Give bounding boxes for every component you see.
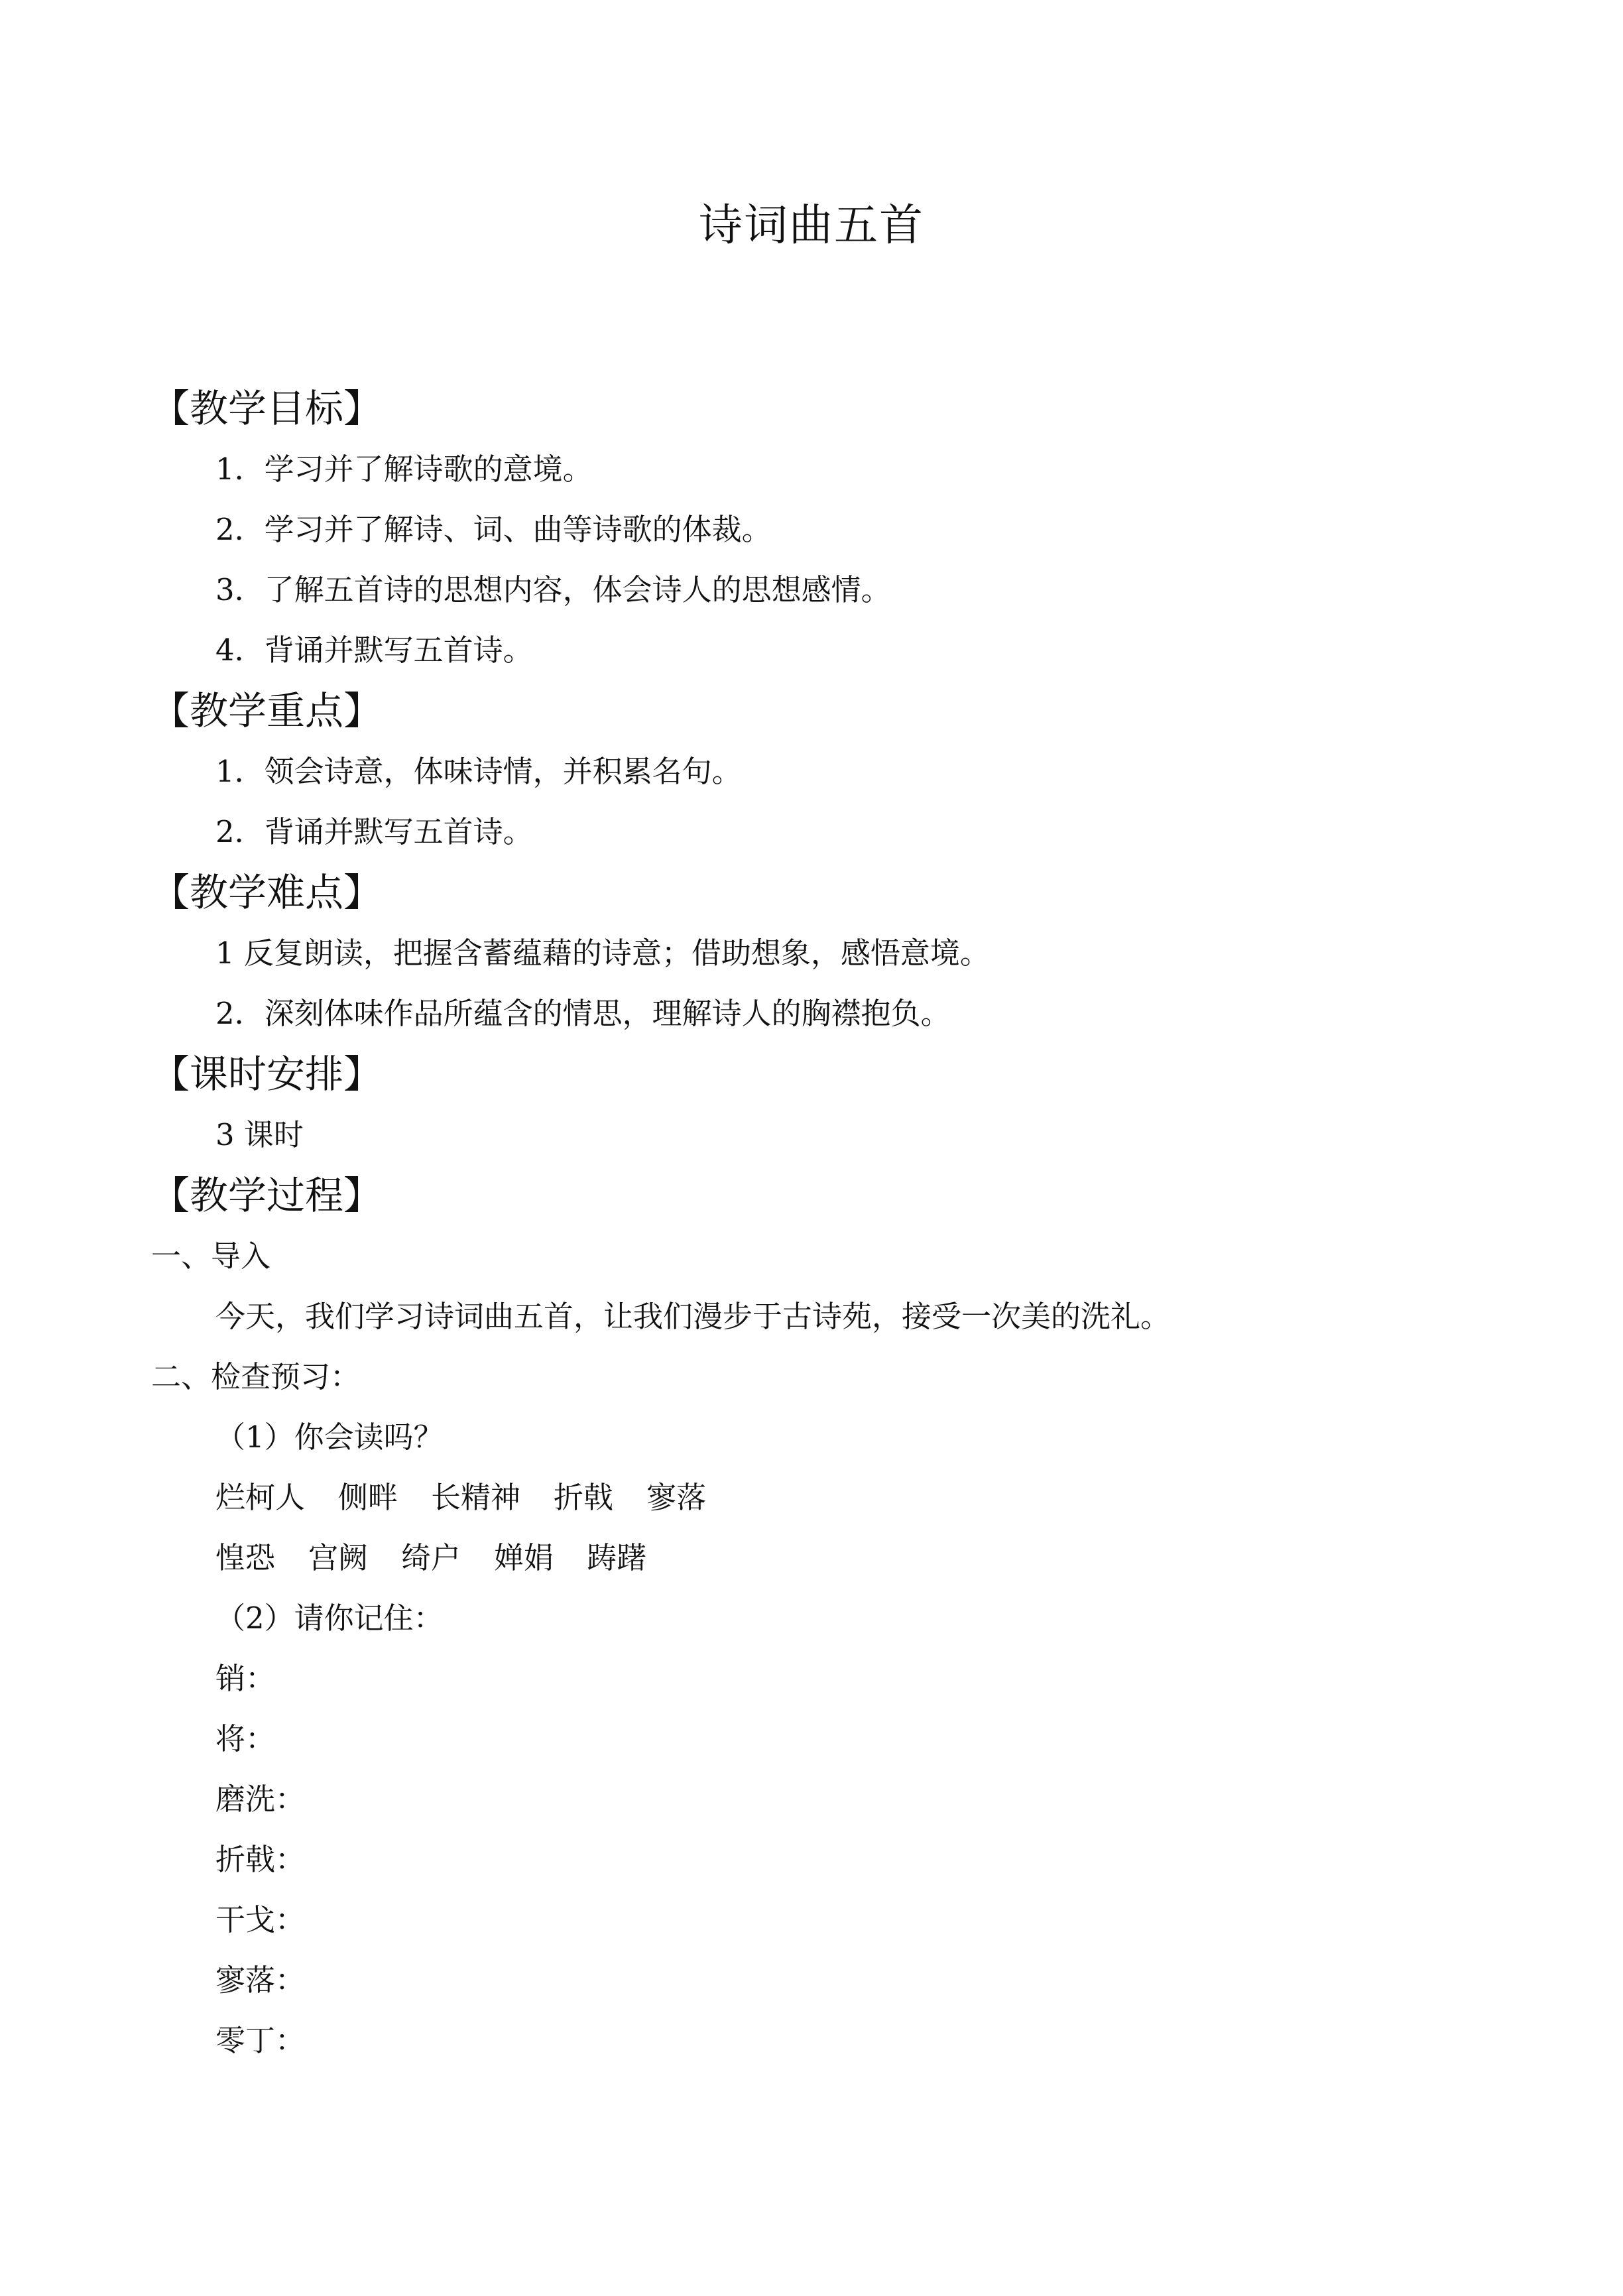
word-row (151, 1467, 1477, 1528)
word-item: 宫阙 (308, 1540, 369, 1575)
schedule-item: 3 课时 (215, 1117, 304, 1152)
word-item: 侧畔 (338, 1480, 398, 1515)
process-step-title: 二、检查预习： (151, 1359, 361, 1394)
difficulty-item: 2．深刻体味作品所蕴含的情思，理解诗人的胸襟抱负。 (215, 996, 951, 1031)
document-title: 诗词曲五首 (699, 200, 924, 251)
goal-item: 1．学习并了解诗歌的意境。 (215, 452, 593, 487)
word-item: 折戟 (554, 1480, 614, 1515)
section-heading-difficulties: 【教学难点】 (151, 870, 383, 915)
memorize-item: 将： (215, 1721, 276, 1756)
preview-question: （2）请你记住： (215, 1601, 444, 1636)
word-item: 踌躇 (587, 1540, 647, 1575)
key-point-item: 2．背诵并默写五首诗。 (215, 814, 533, 849)
memorize-item: 零丁： (215, 2023, 306, 2058)
word-row (151, 1528, 1477, 1588)
difficulty-item: 1 反复朗读，把握含蓄蕴藉的诗意；借助想象，感悟意境。 (215, 936, 990, 971)
memorize-item: 磨洗： (215, 1782, 306, 1817)
key-point-item: 1．领会诗意，体味诗情，并积累名句。 (215, 754, 742, 789)
document-body (151, 378, 1477, 2071)
section-heading-key-points: 【教学重点】 (151, 688, 383, 733)
process-step-title: 一、导入 (151, 1239, 271, 1274)
memorize-item: 寥落： (215, 1963, 306, 1998)
word-item: 婵娟 (494, 1540, 554, 1575)
section-heading-goals: 【教学目标】 (151, 386, 383, 431)
word-item: 寥落 (646, 1480, 707, 1515)
memorize-item: 销： (215, 1661, 276, 1696)
section-heading-schedule: 【课时安排】 (151, 1052, 383, 1097)
word-item: 烂柯人 (215, 1480, 306, 1515)
goal-item: 4．背诵并默写五首诗。 (215, 633, 533, 668)
word-item: 长精神 (431, 1480, 521, 1515)
goal-item: 2．学习并了解诗、词、曲等诗歌的体裁。 (215, 512, 772, 547)
preview-question: （1）你会读吗？ (215, 1420, 444, 1455)
word-item: 惶恐 (215, 1540, 276, 1575)
word-item: 绮户 (401, 1540, 461, 1575)
goal-item: 3．了解五首诗的思想内容，体会诗人的思想感情。 (215, 572, 891, 607)
section-heading-process: 【教学过程】 (151, 1173, 383, 1218)
memorize-item: 折戟： (215, 1842, 306, 1877)
memorize-item: 干戈： (215, 1902, 306, 1937)
process-step-text: 今天，我们学习诗词曲五首，让我们漫步于古诗苑，接受一次美的洗礼。 (215, 1299, 1171, 1334)
